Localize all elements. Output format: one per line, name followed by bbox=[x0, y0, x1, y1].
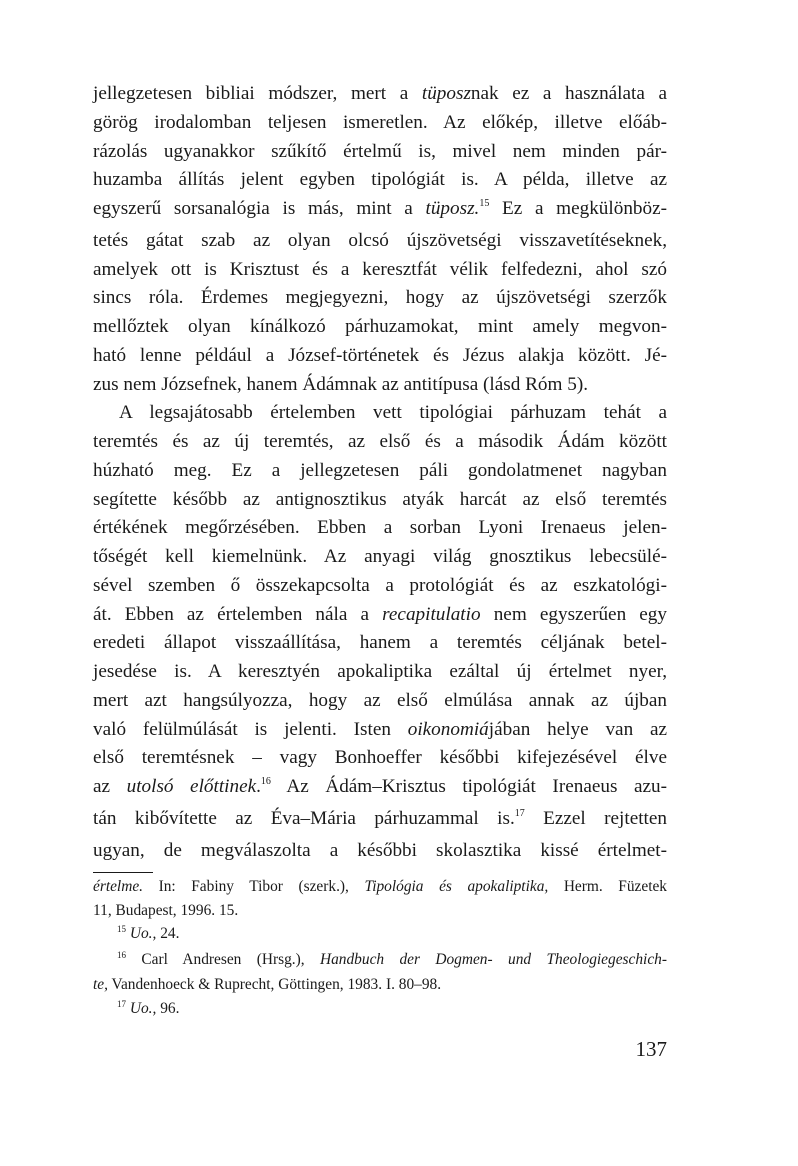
footnote-16: $^{16}$ Carl Andresen (Hrsg.), Handbuch der Dogmen- und Theologiegeschich- bbox=[117, 949, 667, 968]
text-line: mert azt hangsúlyozza, hogy az első elmúlása annak az újban bbox=[93, 689, 667, 711]
text-line: görög irodalomban teljesen ismeretlen. Az előkép, illetve előáb- bbox=[93, 111, 667, 133]
footnote-ref-17: 17 bbox=[514, 807, 525, 819]
footnote-ref-16: 16 bbox=[260, 776, 271, 787]
footnote-15: $^{15}$ Uo., 24. bbox=[117, 924, 180, 942]
text-line: első teremtésnek – vagy Bonhoeffer későbbi kifejezésével élve bbox=[93, 747, 667, 769]
text-line: az utolsó előttinek.$^{16}$ Az Ádám–Krisztus tipológiát Irenaeus azu- bbox=[93, 776, 667, 797]
text-line: tőségét kell kiemelnünk. Az anyagi világ gnosztikus lebecsülé- bbox=[93, 546, 667, 567]
footnote-ref-15: 15 bbox=[479, 198, 490, 209]
text-line: értékének megőrzésében. Ebben a sorban Lyoni Irenaeus jelen- bbox=[93, 517, 667, 539]
text-line: teremtés és az új teremtés, az első és a második Ádám között bbox=[93, 431, 667, 452]
text-line: amelyek ott is Krisztust és a keresztfát vélik felfedezni, ahol szó bbox=[93, 258, 667, 280]
text-line: tetés gátat szab az olyan olcsó újszövetségi visszavetítéseknek, bbox=[93, 229, 667, 251]
footnote-line: 11, Budapest, 1996. 15. bbox=[93, 901, 239, 919]
text-line: A legsajátosabb értelemben vett tipológiai párhuzam tehát a bbox=[119, 402, 667, 424]
text-line: ható lenne például a József-történetek és Jézus alakja között. Jé- bbox=[93, 344, 667, 366]
text-line: egyszerű sorsanalógia is más, mint a tüposz.$^{15}$ Ez a megkülönböz- bbox=[93, 198, 668, 219]
text-line: eredeti állapot visszaállítása, hanem a teremtés céljának betel- bbox=[93, 632, 667, 654]
text-line: jellegzetesen bibliai módszer, mert a tüposznak ez a használata a bbox=[93, 83, 668, 104]
footnote-17: $^{17}$ Uo., 96. bbox=[117, 998, 180, 1017]
text-line: sével szemben ő összekapcsolta a protológiát és az eszkatológi- bbox=[93, 574, 667, 596]
text-line: ugyan, de megválaszolta a későbbi skolasztika kissé értelmet- bbox=[93, 839, 667, 861]
text-line: rázolás ugyanakkor szűkítő értelmű is, mivel nem minden pár- bbox=[93, 140, 667, 162]
text-line: húzható meg. Ez a jellegzetesen páli gondolatmenet nagyban bbox=[93, 459, 667, 481]
text-line: zus nem Józsefnek, hanem Ádámnak az antitípusa (lásd Róm 5). bbox=[93, 373, 589, 395]
footnote-line: te, Vandenhoeck & Ruprecht, Göttingen, 1983. I. 80–98. bbox=[93, 976, 442, 993]
text-line: át. Ebben az értelemben nála a recapitulatio nem egyszerűen egy bbox=[93, 603, 667, 625]
text-line: tán kibővítette az Éva–Mária párhuzammal is.$^{17}$ Ezzel rejtetten bbox=[93, 807, 667, 829]
text-line: sincs róla. Érdemes megjegyezni, hogy az újszövetségi szerzők bbox=[93, 287, 667, 309]
text-line: huzamba állítás jelent egyben tipológiát is. A példa, illetve az bbox=[93, 169, 667, 191]
footnotes bbox=[93, 875, 667, 1022]
footnote-line: értelme. In: Fabiny Tibor (szerk.), Tipológia és apokaliptika, Herm. Füzetek bbox=[93, 878, 667, 895]
page-number: 137 bbox=[635, 1037, 667, 1061]
main-text bbox=[93, 80, 667, 865]
text-line: jesedése is. A keresztyén apokaliptika ezáltal új értelmet nyer, bbox=[93, 661, 667, 682]
text-line: mellőztek olyan kínálkozó párhuzamokat, mint amely megvon- bbox=[93, 316, 667, 337]
footnote-divider bbox=[93, 872, 153, 873]
text-line: való felülmúlását is jelenti. Isten oikonomiájában helye van az bbox=[93, 718, 667, 740]
text-line: segítette később az antignosztikus atyák harcát az első teremtés bbox=[93, 488, 667, 510]
